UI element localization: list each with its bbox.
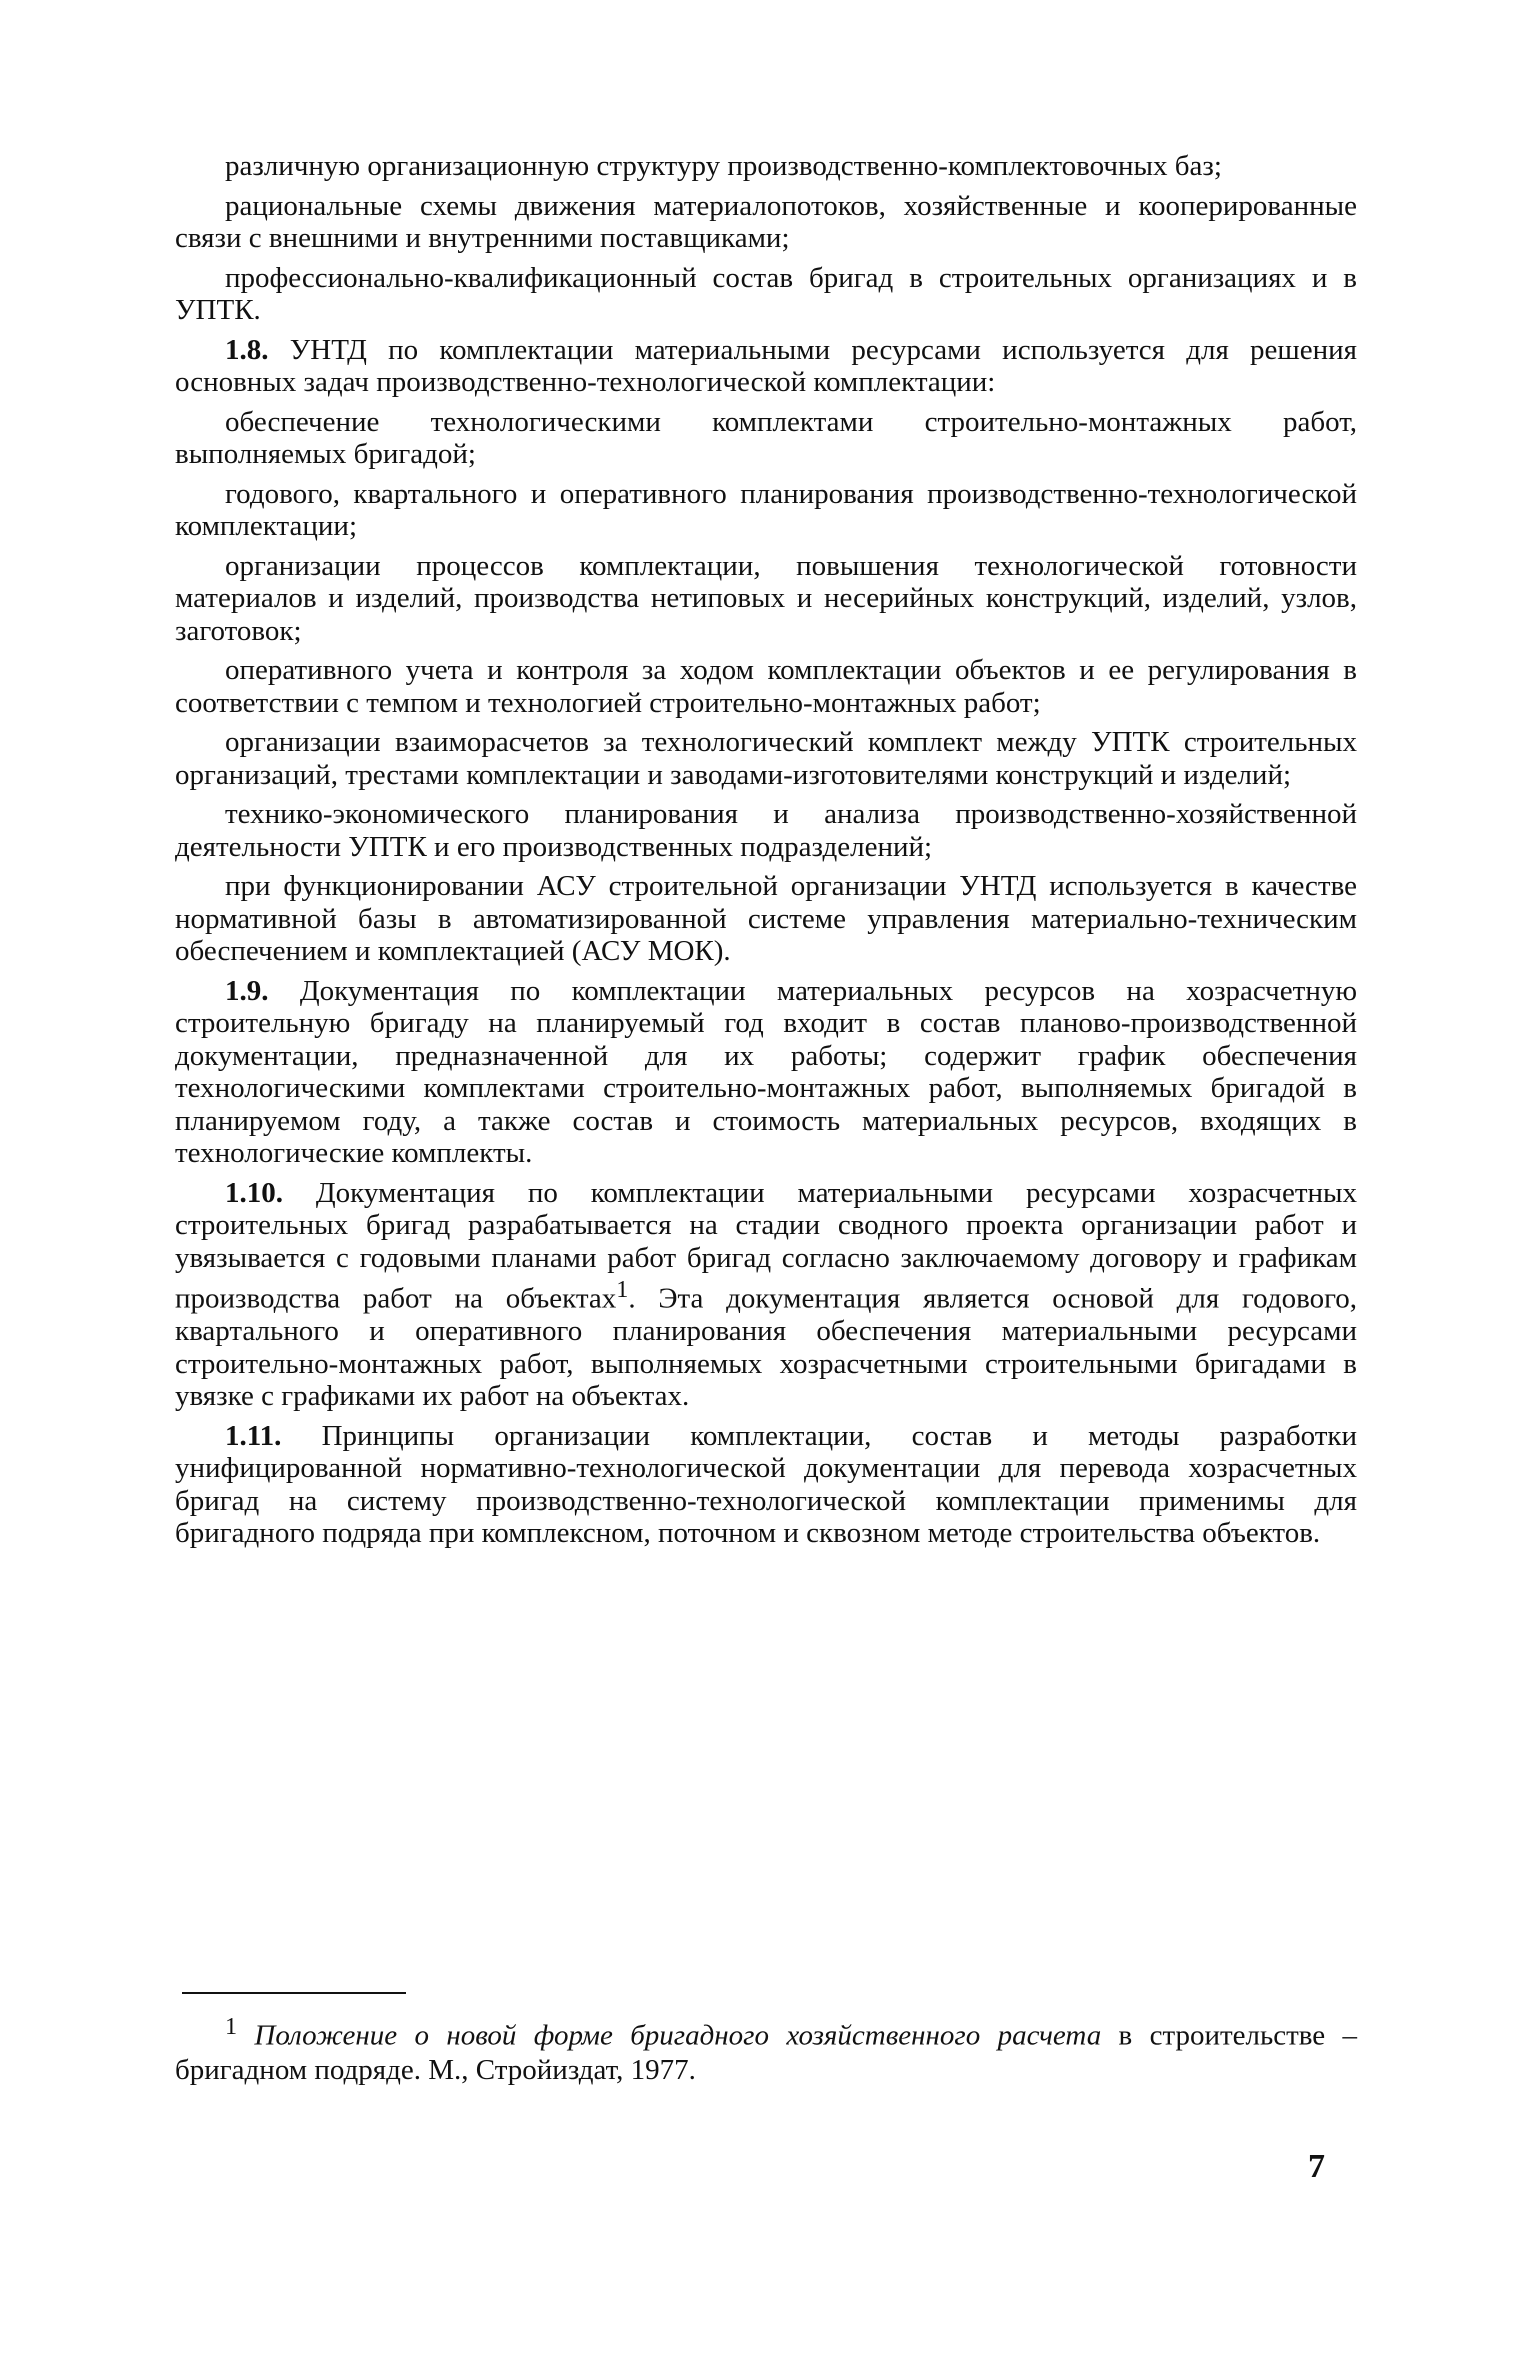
paragraph-material-flows: рациональные схемы движения материалопотоков, хозяйственные и кооперированные связи с внешними и внутренними поставщиками; xyxy=(175,189,1357,254)
section-text: УНТД по комплектации материальными ресурсами используется для решения основных задач производственно-технологической комплектации: xyxy=(175,333,1357,398)
section-number: 1.8. xyxy=(225,333,269,366)
paragraph-asu: при функционировании АСУ строительной организации УНТД используется в качестве нормативной базы в автоматизированной системе управления материально-техническим обеспечением и комплектацией (АСУ МОК). xyxy=(175,870,1357,967)
paragraph-accounting: оперативного учета и контроля за ходом комплектации объектов и ее регулирования в соответствии с темпом и технологией строительно-монтажных работ; xyxy=(175,654,1357,719)
section-1-8 xyxy=(175,334,1357,399)
body-text xyxy=(175,150,1357,1557)
page-number: 7 xyxy=(1308,2148,1325,2185)
section-text: Принципы организации комплектации, состав и методы разработки унифицированной нормативно-технологической документации для перевода хозрасчетных бригад на систему производственно-технологической комплектации применимы для бригадного подряда при комплексном, поточном и сквозном методе строительства объектов. xyxy=(175,1419,1358,1550)
section-text-a: Документация по комплектации материальными ресурсами хозрасчетных строительных бригад разрабатывается на стадии сводного проекта организации работ и увязывается с годовыми планами работ бригад согласно заключаемому договору и графикам производства работ на объектах xyxy=(175,1176,1358,1315)
paragraph-supply: обеспечение технологическими комплектами строительно-монтажных работ, выполняемых бригадой; xyxy=(175,405,1357,470)
paragraph-brigade-composition: профессионально-квалификационный состав бригад в строительных организациях и в УПТК. xyxy=(175,261,1357,326)
section-number: 1.9. xyxy=(225,974,269,1007)
section-number: 1.11. xyxy=(225,1419,282,1452)
section-text: Документация по комплектации материальных ресурсов на хозрасчетную строительную бригаду на планируемый год входит в состав планово-производственной документации, предназначенной для их работы; содержит график обеспечения технологическими комплектами строительно-монтажных работ, выполняемых бригадой в планируемом году, а также состав и стоимость материальных ресурсов, входящих в технологические комплекты. xyxy=(175,974,1357,1169)
paragraph-processes: организации процессов комплектации, повышения технологической готовности материалов и изделий, производства нетиповых и несерийных конструкций, изделий, узлов, заготовок; xyxy=(175,549,1357,647)
section-text-b: . Эта документация является основой для годового, квартального и оперативного планирования обеспечения материальными ресурсами строительно-монтажных работ, выполняемых хозрасчетными строительными бригадами в увязке с графиками их работ на объектах. xyxy=(175,1282,1357,1413)
section-1-9 xyxy=(175,975,1357,1170)
paragraph-settlements: организации взаиморасчетов за технологический комплект между УПТК строительных организаций, трестами комплектации и заводами-изготовителями конструкций и изделий; xyxy=(175,726,1357,791)
footnote-mark: 1 xyxy=(225,2013,238,2040)
section-number: 1.10. xyxy=(225,1176,283,1209)
footnote-title: Положение о новой форме бригадного хозяйственного расчета xyxy=(254,2019,1102,2052)
footnote xyxy=(175,2010,1357,2087)
paragraph-planning: годового, квартального и оперативного планирования производственно-технологической комплектации; xyxy=(175,477,1357,542)
footnote-source: в строительстве – бригадном подряде. М., Стройиздат, 1977. xyxy=(175,2019,1358,2086)
paragraph-economic-planning: технико-экономического планирования и анализа производственно-хозяйственной деятельности УПТК и его производственных подразделений; xyxy=(175,798,1357,863)
section-1-11 xyxy=(175,1420,1357,1550)
footnote-divider xyxy=(182,1992,406,1994)
footnote-reference: 1 xyxy=(616,1276,629,1303)
paragraph-structure: различную организационную структуру производственно-комплектовочных баз; xyxy=(225,150,1222,182)
section-1-10 xyxy=(175,1177,1357,1413)
